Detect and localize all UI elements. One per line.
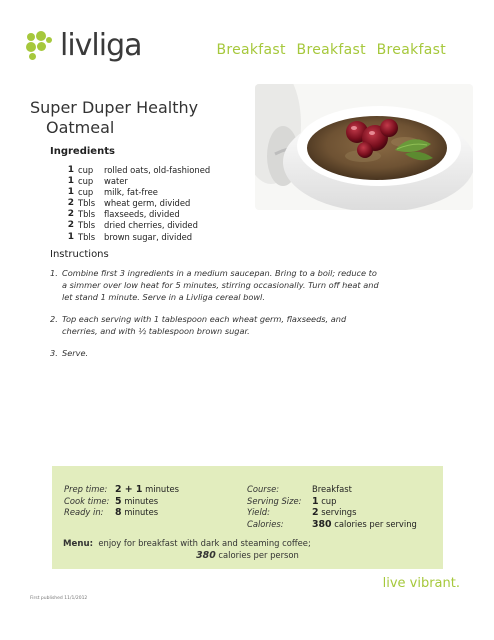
ingredient-name: milk, fat-free	[104, 187, 158, 198]
yield-label: Yield:	[247, 507, 270, 518]
ingredient-unit: cup	[78, 176, 94, 187]
ingredients-list	[60, 165, 210, 243]
yield-row	[247, 507, 417, 519]
ingredient-qty: 1	[67, 231, 74, 242]
serving-info	[247, 484, 417, 530]
course-label: Course:	[247, 484, 280, 494]
ingredient-name: flaxseeds, divided	[104, 209, 180, 220]
recipe-photo	[255, 84, 473, 210]
course-row	[247, 484, 417, 496]
prep-time-row	[64, 484, 179, 496]
ingredient-name: brown sugar, divided	[104, 231, 193, 242]
ingredient-item	[60, 198, 210, 209]
meal-label: Breakfast	[296, 42, 366, 58]
oatmeal-bowl-image	[255, 84, 473, 210]
menu-text: enjoy for breakfast with dark and steaming coffee;	[98, 538, 311, 548]
ready-in-value: 8 minutes	[115, 507, 159, 519]
serving-size-value: 1 cup	[312, 495, 337, 507]
ingredient-unit: Tbls	[78, 198, 96, 209]
cook-time-value: 5 minutes	[115, 495, 159, 507]
instruction-step	[50, 267, 380, 303]
menu-calories-value: 380	[196, 550, 216, 561]
brand-tagline: live vibrant.	[382, 576, 460, 591]
ingredient-unit: cup	[78, 165, 94, 175]
meal-label: Breakfast	[376, 42, 446, 58]
calories-label: Calories:	[247, 518, 284, 529]
ingredient-qty: 2	[67, 209, 74, 220]
ingredient-name: dried cherries, divided	[104, 220, 198, 231]
recipe-title-line2: Oatmeal	[46, 118, 115, 137]
menu-label: Menu:	[63, 539, 94, 549]
ingredient-item	[60, 220, 210, 231]
ready-in-label: Ready in:	[64, 507, 104, 518]
cook-time-label: Cook time:	[64, 495, 110, 506]
ingredient-unit: cup	[78, 187, 94, 198]
serving-size-row	[247, 496, 417, 508]
ingredient-qty: 2	[67, 198, 74, 209]
published-date: First published 11/1/2012	[30, 596, 88, 601]
yield-value: 2 servings	[312, 507, 357, 519]
instruction-step	[50, 347, 380, 359]
time-info	[64, 484, 179, 519]
recipe-title-line1: Super Duper Healthy	[30, 98, 199, 117]
recipe-info-box	[52, 466, 443, 569]
ingredients-heading: Ingredients	[50, 146, 115, 157]
ingredient-qty: 1	[67, 187, 74, 198]
instruction-step	[50, 313, 380, 337]
recipe-title	[30, 98, 198, 138]
cook-time-row	[64, 496, 179, 508]
ingredient-item	[60, 209, 210, 220]
logo-dots-icon	[26, 31, 56, 61]
ingredient-unit: Tbls	[78, 231, 96, 242]
step-number: 3.	[50, 348, 58, 358]
ingredient-qty: 2	[67, 220, 74, 231]
calories-value: 380 calories per serving	[312, 518, 417, 530]
logo-wordmark: livliga	[60, 28, 142, 63]
instructions-list	[50, 267, 380, 369]
step-text: Top each serving with 1 tablespoon each wheat germ, flaxseeds, and cherries, and with ½ tablespoon brown sugar.	[62, 314, 347, 336]
meal-type-header	[210, 42, 446, 58]
ingredient-item	[60, 176, 210, 187]
ingredient-item	[60, 187, 210, 198]
step-number: 2.	[50, 314, 58, 324]
ingredient-name: wheat germ, divided	[104, 198, 191, 209]
instructions-heading: Instructions	[50, 249, 109, 260]
ingredient-unit: Tbls	[78, 209, 96, 220]
menu-calories	[52, 550, 443, 561]
ingredient-unit: Tbls	[78, 220, 96, 231]
course-value: Breakfast	[312, 484, 352, 494]
ingredient-name: rolled oats, old-fashioned	[104, 165, 211, 175]
step-number: 1.	[50, 268, 58, 278]
calories-row	[247, 519, 417, 531]
prep-time-label: Prep time:	[64, 484, 108, 494]
prep-time-value: 2 + 1 minutes	[115, 484, 180, 495]
menu-calories-unit: calories per person	[218, 550, 299, 560]
serving-size-label: Serving Size:	[247, 495, 302, 506]
ready-in-row	[64, 507, 179, 519]
livliga-logo	[26, 28, 142, 66]
ingredient-item	[60, 165, 210, 176]
menu-suggestion	[63, 538, 311, 549]
ingredient-qty: 1	[67, 165, 74, 175]
step-text: Combine first 3 ingredients in a medium saucepan. Bring to a boil; reduce to a simmer over low heat for 5 minutes, stirring occasionally. Turn off heat and let stand 1 minute. Serve in a Livliga cereal bowl.	[62, 268, 379, 302]
ingredient-qty: 1	[67, 176, 74, 187]
ingredient-name: water	[104, 176, 128, 187]
step-text: Serve.	[62, 348, 89, 358]
ingredient-item	[60, 232, 210, 243]
meal-label: Breakfast	[216, 42, 286, 58]
